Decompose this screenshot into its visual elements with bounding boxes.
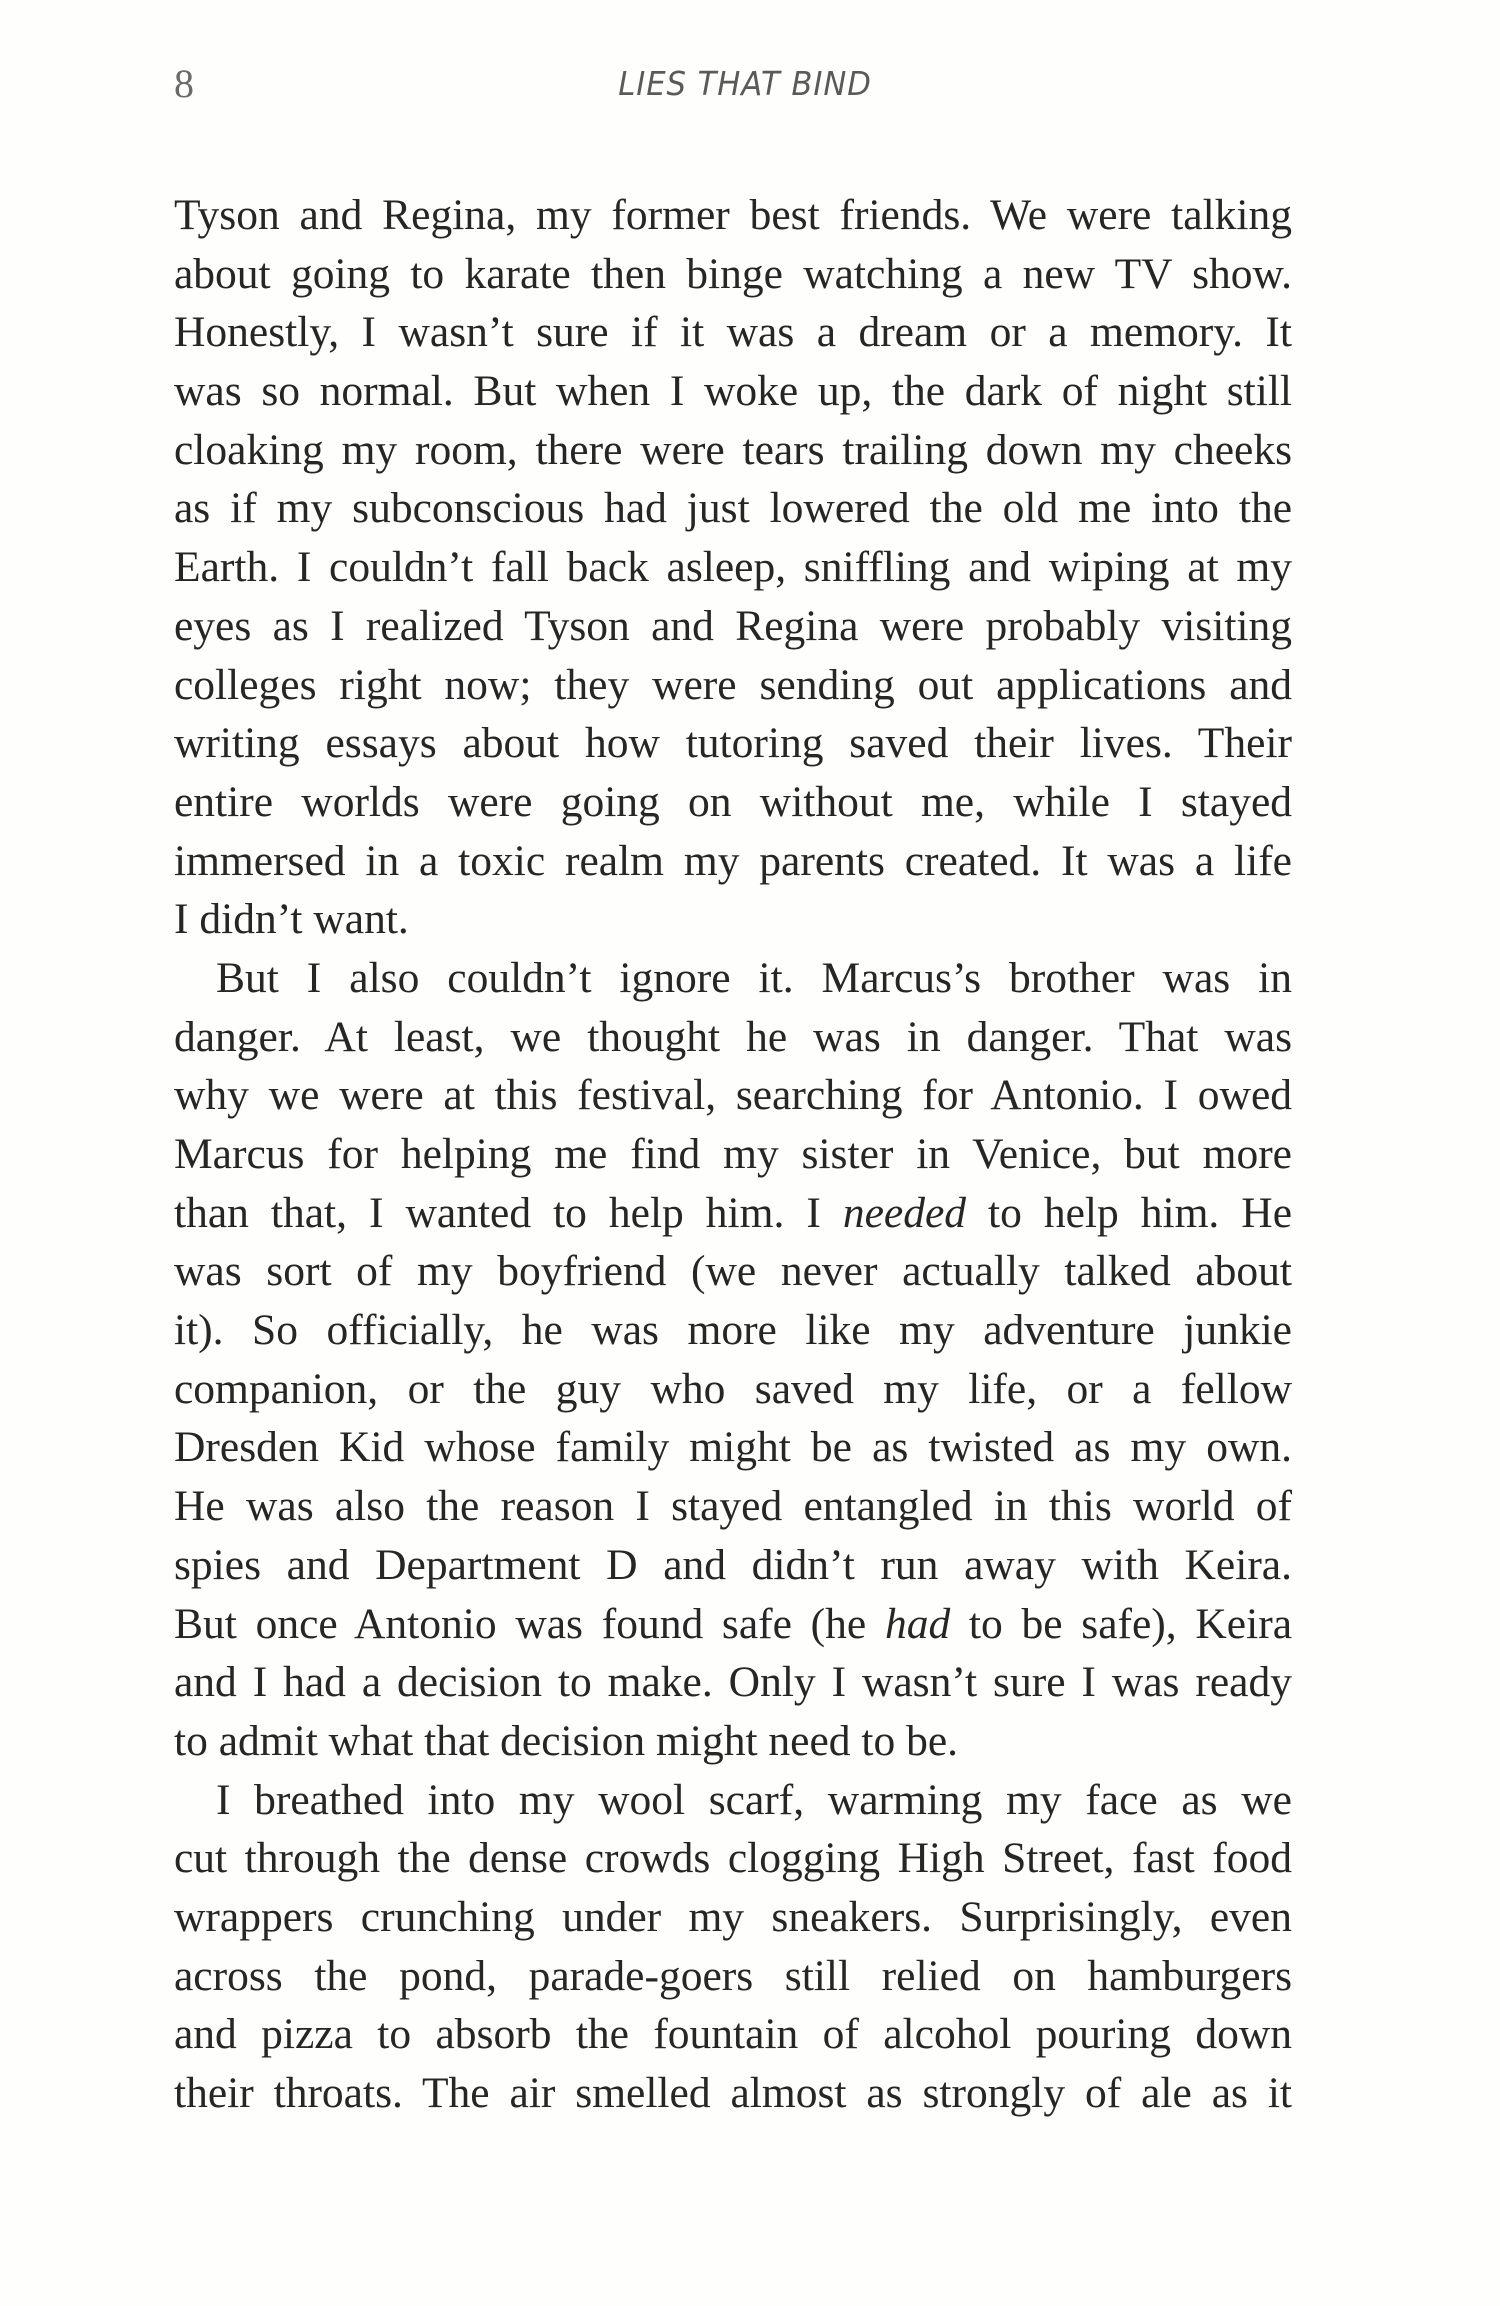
text-line [174, 186, 1292, 245]
text-line [174, 1008, 1292, 1067]
text-segment: to admit what that decision might need to be. [174, 1716, 959, 1765]
text-segment: about going to karate then binge watching a new TV show. [174, 249, 1292, 298]
text-line [174, 890, 1292, 949]
text-segment: why we were at this festival, searching for Antonio. I owed [174, 1071, 1292, 1120]
text-segment: to be safe), Keira [950, 1599, 1292, 1648]
text-line [174, 2005, 1292, 2064]
text-segment: cut through the dense crowds clogging High Street, fast food [174, 1834, 1292, 1883]
text-segment: I didn’t want. [174, 895, 409, 944]
text-segment: was so normal. But when I woke up, the dark of night still [174, 367, 1292, 416]
text-segment: and I had a decision to make. Only I wasn’t sure I was ready [174, 1658, 1292, 1707]
text-segment: Dresden Kid whose family might be as twisted as my own. [174, 1423, 1292, 1472]
text-segment: eyes as I realized Tyson and Regina were probably visiting [174, 601, 1292, 650]
text-segment: their throats. The air smelled almost as strongly of ale as it [174, 2069, 1292, 2117]
text-segment: Honestly, I wasn’t sure if it was a dream or a memory. It [174, 308, 1292, 357]
text-line [174, 1653, 1292, 1712]
text-segment: colleges right now; they were sending out applications and [174, 660, 1292, 709]
text-line [174, 1536, 1292, 1595]
text-segment: I breathed into my wool scarf, warming my face as we [216, 1775, 1292, 1824]
emphasis-text: had [884, 1599, 951, 1648]
page-number: 8 [174, 61, 194, 106]
text-line [174, 1184, 1292, 1243]
text-line [174, 656, 1292, 715]
text-segment: danger. At least, we thought he was in danger. That was [174, 1012, 1292, 1061]
paragraph [174, 186, 1292, 949]
text-line [174, 1477, 1292, 1536]
text-segment: and pizza to absorb the fountain of alcohol pouring down [174, 2010, 1292, 2059]
text-line [174, 538, 1292, 597]
text-line [174, 1947, 1292, 2006]
text-segment: Tyson and Regina, my former best friends. We were talking [174, 191, 1292, 239]
text-line [174, 1418, 1292, 1477]
body-text [174, 186, 1292, 2123]
text-line [174, 1595, 1292, 1654]
text-line [174, 597, 1292, 656]
text-line [174, 1066, 1292, 1125]
text-line [174, 421, 1292, 480]
text-segment: as if my subconscious had just lowered the old me into the [174, 484, 1292, 533]
paragraph [174, 1771, 1292, 2123]
text-line [174, 1829, 1292, 1888]
text-segment: across the pond, parade-goers still relied on hamburgers [174, 1951, 1292, 2000]
text-line [174, 245, 1292, 304]
text-line [174, 1712, 1292, 1771]
text-segment: Marcus for helping me find my sister in Venice, but more [174, 1130, 1292, 1178]
text-line [174, 1771, 1292, 1830]
text-line [174, 1301, 1292, 1360]
text-line [174, 832, 1292, 891]
running-head-title: LIES THAT BIND [618, 64, 872, 103]
text-line [174, 1360, 1292, 1419]
text-segment: was sort of my boyfriend (we never actually talked about [174, 1247, 1292, 1296]
text-segment: writing essays about how tutoring saved their lives. Their [174, 719, 1292, 768]
text-line [174, 2064, 1292, 2123]
text-segment: He was also the reason I stayed entangled in this world of [174, 1482, 1292, 1531]
text-line [174, 1242, 1292, 1301]
text-segment: spies and Department D and didn’t run away with Keira. [174, 1540, 1292, 1589]
paragraph [174, 949, 1292, 1771]
text-line [174, 773, 1292, 832]
text-segment: to help him. He [966, 1188, 1292, 1237]
text-segment: it). So officially, he was more like my adventure junkie [174, 1306, 1292, 1355]
text-segment: cloaking my room, there were tears trailing down my cheeks [174, 425, 1292, 474]
text-segment: companion, or the guy who saved my life, or a fellow [174, 1364, 1292, 1413]
text-line [174, 479, 1292, 538]
text-segment: than that, I wanted to help him. I [174, 1188, 843, 1237]
text-segment: entire worlds were going on without me, while I stayed [174, 777, 1292, 826]
text-segment: immersed in a toxic realm my parents created. It was a life [174, 836, 1292, 885]
text-line [174, 362, 1292, 421]
text-segment: wrappers crunching under my sneakers. Surprisingly, even [174, 1892, 1292, 1941]
text-line [174, 1125, 1292, 1184]
text-line [174, 949, 1292, 1008]
text-segment: But once Antonio was found safe (he [174, 1599, 885, 1648]
text-segment: Earth. I couldn’t fall back asleep, sniffling and wiping at my [174, 543, 1292, 592]
text-line [174, 714, 1292, 773]
text-line [174, 1888, 1292, 1947]
emphasis-text: needed [842, 1188, 967, 1237]
text-segment: But I also couldn’t ignore it. Marcus’s brother was in [216, 953, 1292, 1002]
text-line [174, 303, 1292, 362]
